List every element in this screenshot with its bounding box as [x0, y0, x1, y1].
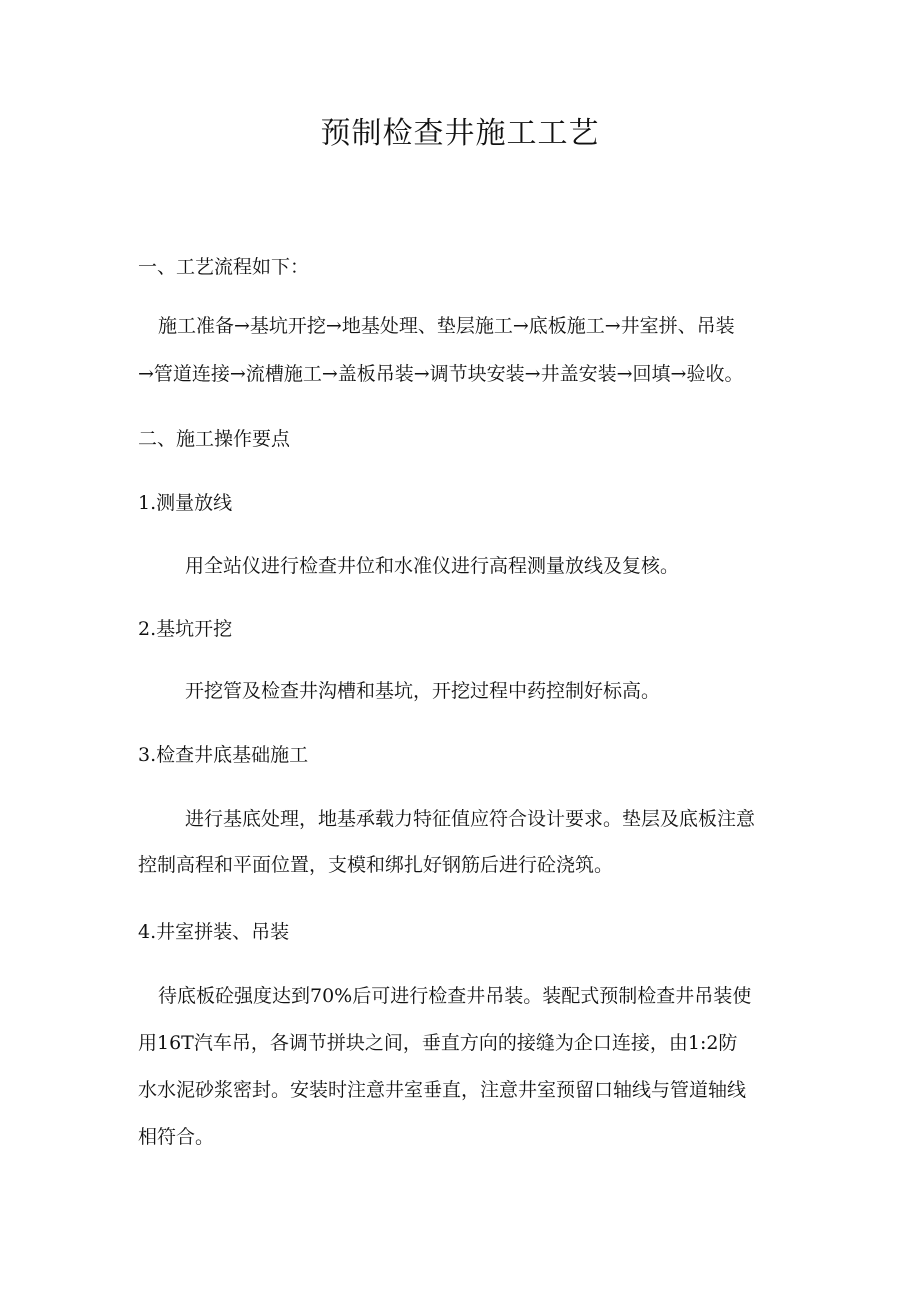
item4-line-4: 相符合。	[138, 1126, 215, 1148]
item3-line-1: 进行基底处理，地基承载力特征值应符合设计要求。垫层及底板注意	[185, 808, 756, 830]
flow-line-1: 施工准备→基坑开挖→地基处理、垫层施工→底板施工→井室拼、吊装	[158, 315, 735, 337]
item4-line-3: 水水泥砂浆密封。安装时注意井室垂直，注意井室预留口轴线与管道轴线	[138, 1079, 747, 1101]
document-title: 预制检查井施工工艺	[320, 116, 600, 151]
item3-line-2: 控制高程和平面位置，支模和绑扎好钢筋后进行砼浇筑。	[138, 854, 614, 876]
section1-heading: 一、工艺流程如下：	[138, 256, 310, 278]
item4-line-2: 用16T汽车吊，各调节拼块之间，垂直方向的接缝为企口连接，由1:2防	[138, 1032, 738, 1054]
section2-heading: 二、施工操作要点	[138, 428, 291, 450]
item3-heading: 3.检查井底基础施工	[138, 744, 309, 766]
item1-text: 用全站仪进行检查井位和水准仪进行高程测量放线及复核。	[185, 555, 680, 577]
item1-heading: 1.测量放线	[138, 492, 233, 514]
flow-line-2: →管道连接→流槽施工→盖板吊装→调节块安装→井盖安装→回填→验收。	[138, 363, 744, 385]
item2-text: 开挖管及检查井沟槽和基坑，开挖过程中药控制好标高。	[185, 680, 661, 702]
item4-heading: 4.井室拼装、吊装	[138, 921, 290, 943]
item4-line-1: 待底板砼强度达到70%后可进行检查井吊装。装配式预制检查井吊装使	[158, 985, 752, 1007]
item2-heading: 2.基坑开挖	[138, 618, 233, 640]
